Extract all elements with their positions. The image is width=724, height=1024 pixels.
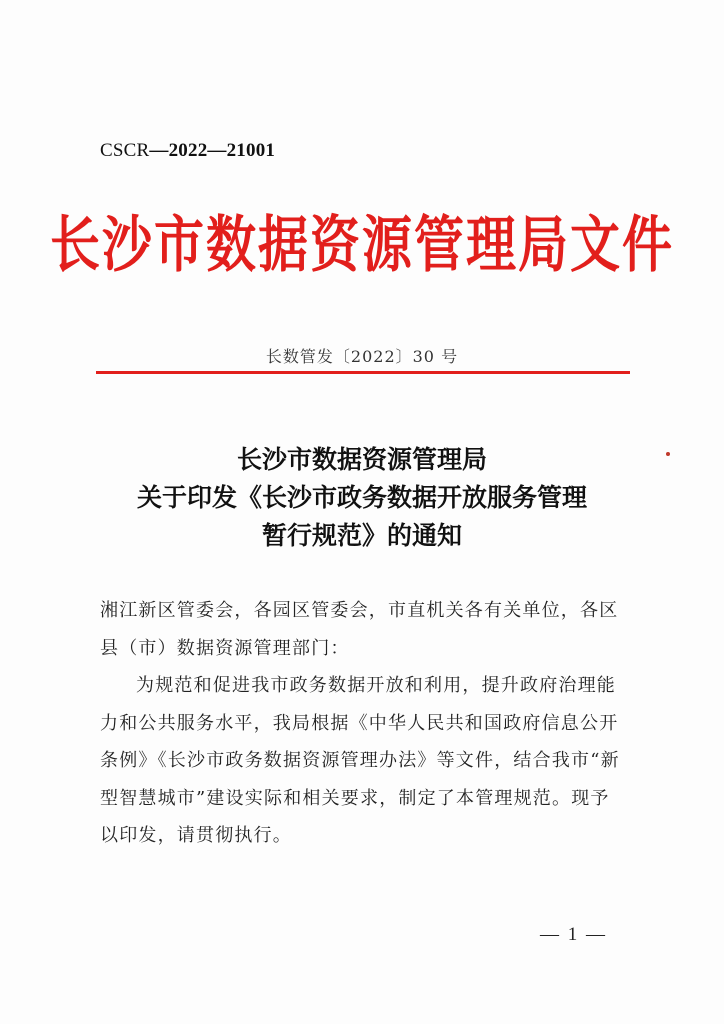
body-line: 力和公共服务水平，我局根据《中华人民共和国政府信息公开 <box>100 712 619 734</box>
document-code <box>100 140 275 162</box>
agency-red-header: 长沙市数据资源管理局文件 <box>50 209 674 281</box>
body-line: 为规范和促进我市政务数据开放和利用，提升政府治理能 <box>136 675 616 696</box>
notice-title <box>0 441 724 555</box>
page-number: — 1 — <box>540 924 607 945</box>
document-code-prefix: CSCR <box>100 140 150 161</box>
notice-body <box>100 592 630 855</box>
body-line: 以印发，请贯彻执行。 <box>100 825 292 846</box>
notice-title-line: 暂行规范》的通知 <box>261 521 462 550</box>
body-line: 湘江新区管委会，各园区管委会，市直机关各有关单位，各区 <box>100 600 619 621</box>
notice-title-line: 关于印发《长沙市政务数据开放服务管理 <box>136 483 587 512</box>
red-separator-line <box>96 371 630 374</box>
notice-title-line: 长沙市数据资源管理局 <box>236 445 487 474</box>
document-number: 长数管发〔2022〕30 号 <box>265 347 459 366</box>
body-line: 县（市）数据资源管理部门： <box>100 637 350 659</box>
body-line: 型智慧城市”建设实际和相关要求，制定了本管理规范。现予 <box>100 787 610 809</box>
document-code-number: —2022—21001 <box>149 140 276 161</box>
body-line: 条例》《长沙市政务数据资源管理办法》等文件，结合我市“新 <box>100 750 620 771</box>
